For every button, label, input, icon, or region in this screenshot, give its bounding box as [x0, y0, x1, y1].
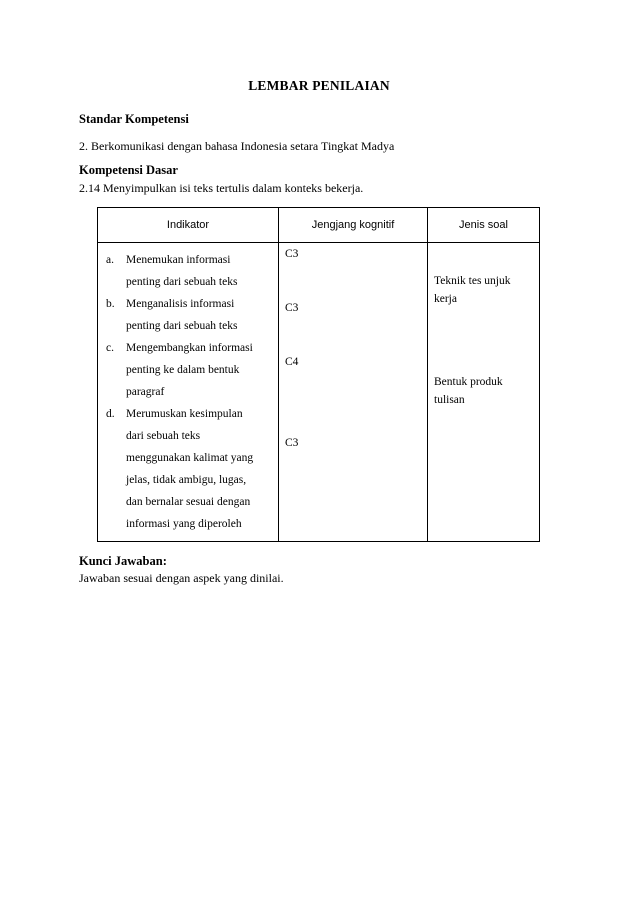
question-type-line: kerja: [434, 293, 457, 305]
cognitive-level-c: C4: [285, 356, 299, 368]
indicator-text: [126, 293, 274, 337]
table-row: [98, 243, 540, 542]
indicator-mark: c.: [106, 342, 114, 354]
indicator-mark: b.: [106, 298, 115, 310]
cognitive-level-b: C3: [285, 302, 299, 314]
indicator-line: Merumuskan kesimpulan: [126, 408, 243, 420]
standar-text: 2. Berkomunikasi dengan bahasa Indonesia setara Tingkat Madya: [79, 139, 395, 153]
indicator-text: [126, 249, 274, 293]
indicator-line: penting ke dalam bentuk: [126, 364, 240, 376]
indicator-line: penting dari sebuah teks: [126, 276, 238, 288]
indicator-item-c: [106, 337, 274, 403]
kunci-text: Jawaban sesuai dengan aspek yang dinilai.: [79, 571, 284, 585]
question-type-2: [434, 373, 533, 409]
kunci-heading: Kunci Jawaban:: [79, 554, 167, 568]
question-type-line: Bentuk produk: [434, 376, 503, 388]
kompetensi-heading: Kompetensi Dasar: [79, 163, 178, 177]
indicator-line: penting dari sebuah teks: [126, 320, 238, 332]
indicator-line: Mengembangkan informasi: [126, 342, 253, 354]
indicator-mark: a.: [106, 254, 114, 266]
question-type-line: Teknik tes unjuk: [434, 275, 511, 287]
indicator-item-d: [106, 403, 274, 535]
indicator-line: menggunakan kalimat yang: [126, 452, 254, 464]
question-type-line: tulisan: [434, 394, 465, 406]
indicator-cell: [98, 243, 279, 542]
assessment-table: [97, 207, 540, 542]
cognitive-level-cell: [279, 243, 428, 542]
indicator-line: dan bernalar sesuai dengan: [126, 496, 251, 508]
question-type-1: [434, 272, 533, 308]
indicator-line: paragraf: [126, 386, 165, 398]
question-type-cell: [428, 243, 540, 542]
indicator-text: [126, 403, 274, 535]
page-title: LEMBAR PENILAIAN: [248, 78, 390, 93]
indicator-mark: d.: [106, 408, 115, 420]
indicator-line: informasi yang diperoleh: [126, 518, 242, 530]
indicator-item-a: [106, 249, 274, 293]
cognitive-level-a: C3: [285, 248, 299, 260]
header-jenis-soal: Jenis soal: [428, 208, 540, 243]
indicator-line: dari sebuah teks: [126, 430, 201, 442]
table-header-row: [98, 208, 540, 243]
indicator-list: [106, 249, 274, 535]
indicator-item-b: [106, 293, 274, 337]
kompetensi-text: 2.14 Menyimpulkan isi teks tertulis dalam konteks bekerja.: [79, 181, 364, 195]
standar-heading: Standar Kompetensi: [79, 112, 189, 126]
indicator-line: jelas, tidak ambigu, lugas,: [126, 474, 247, 486]
header-jenjang-kognitif: Jengjang kognitif: [279, 208, 428, 243]
header-indikator: Indikator: [98, 208, 279, 243]
indicator-line: Menemukan informasi: [126, 254, 231, 266]
cognitive-level-d: C3: [285, 437, 299, 449]
indicator-line: Menganalisis informasi: [126, 298, 235, 310]
indicator-text: [126, 337, 274, 403]
